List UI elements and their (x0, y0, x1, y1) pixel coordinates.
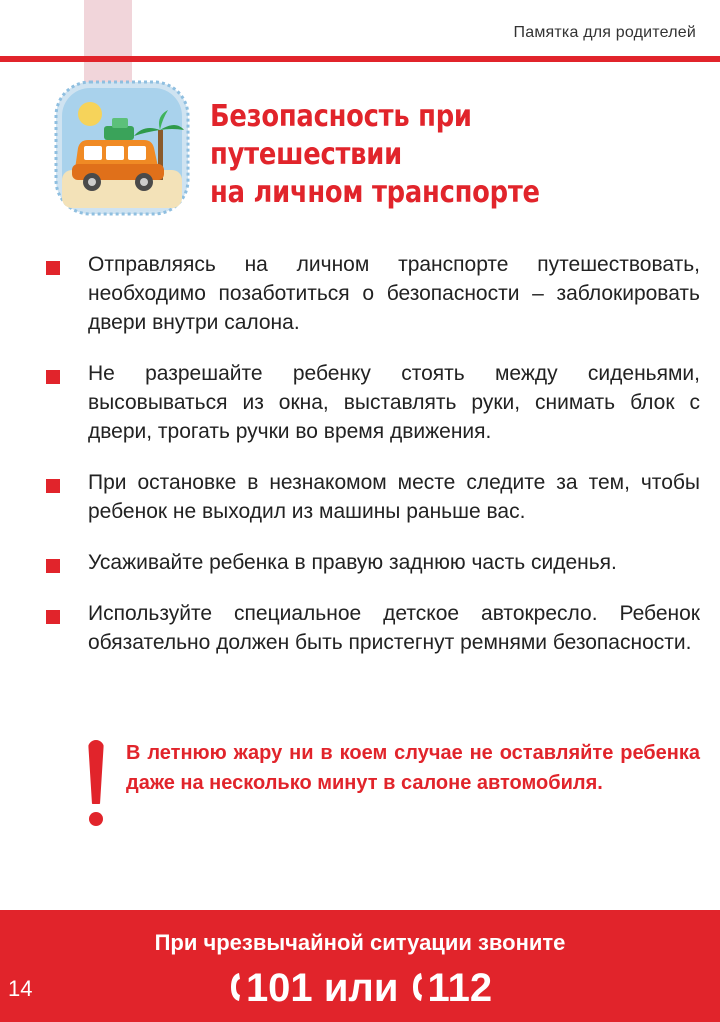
bullet-square-icon (46, 610, 60, 624)
emergency-separator: или (323, 966, 399, 1010)
list-item-text: При остановке в незнакомом месте следите за тем, чтобы ребенок не выходил из машины раньше вас. (88, 471, 700, 523)
emergency-number-2: 112 (427, 966, 493, 1010)
emergency-numbers (0, 966, 720, 1010)
list-item-text: Усаживайте ребенка в правую заднюю часть сиденья. (88, 551, 617, 574)
phone-icon (410, 971, 424, 1003)
warning-text: В летнюю жару ни в коем случае не оставляйте ребенка даже на несколько минут в салоне автомобиля. (126, 742, 700, 794)
page-title-line-2: на личном транспорте (210, 175, 540, 210)
bullet-square-icon (46, 370, 60, 384)
bullet-square-icon (46, 559, 60, 573)
page-title-line-1: Безопасность при путешествии (210, 99, 472, 172)
car-travel-illustration (52, 78, 192, 218)
list-item (44, 250, 700, 337)
list-item-text: Используйте специальное детское автокресло. Ребенок обязательно должен быть пристегнут ремнями безопасности. (88, 602, 700, 654)
emergency-number-1: 101 (245, 966, 313, 1010)
phone-icon (228, 971, 242, 1003)
list-item-text: Отправляясь на личном транспорте путешествовать, необходимо позаботиться о безопасности – заблокировать двери внутри салона. (88, 253, 700, 334)
page-title (210, 98, 640, 212)
emergency-footer (0, 910, 720, 1022)
header-divider (0, 56, 720, 62)
bullet-square-icon (46, 261, 60, 275)
header-section-title: Памятка для родителей (513, 24, 696, 41)
list-item (44, 468, 700, 526)
emergency-call-text: При чрезвычайной ситуации звоните (154, 930, 566, 955)
page-number: 14 (8, 976, 33, 1001)
list-item-text: Не разрешайте ребенку стоять между сиденьями, высовываться из окна, выставлять руки, снимать блок с двери, трогать ручки во время движения. (88, 362, 700, 443)
safety-tips-list (44, 250, 700, 679)
list-item (44, 599, 700, 657)
list-item (44, 548, 700, 577)
car-illustration-icon (52, 78, 192, 218)
list-item (44, 359, 700, 446)
bullet-square-icon (46, 479, 60, 493)
